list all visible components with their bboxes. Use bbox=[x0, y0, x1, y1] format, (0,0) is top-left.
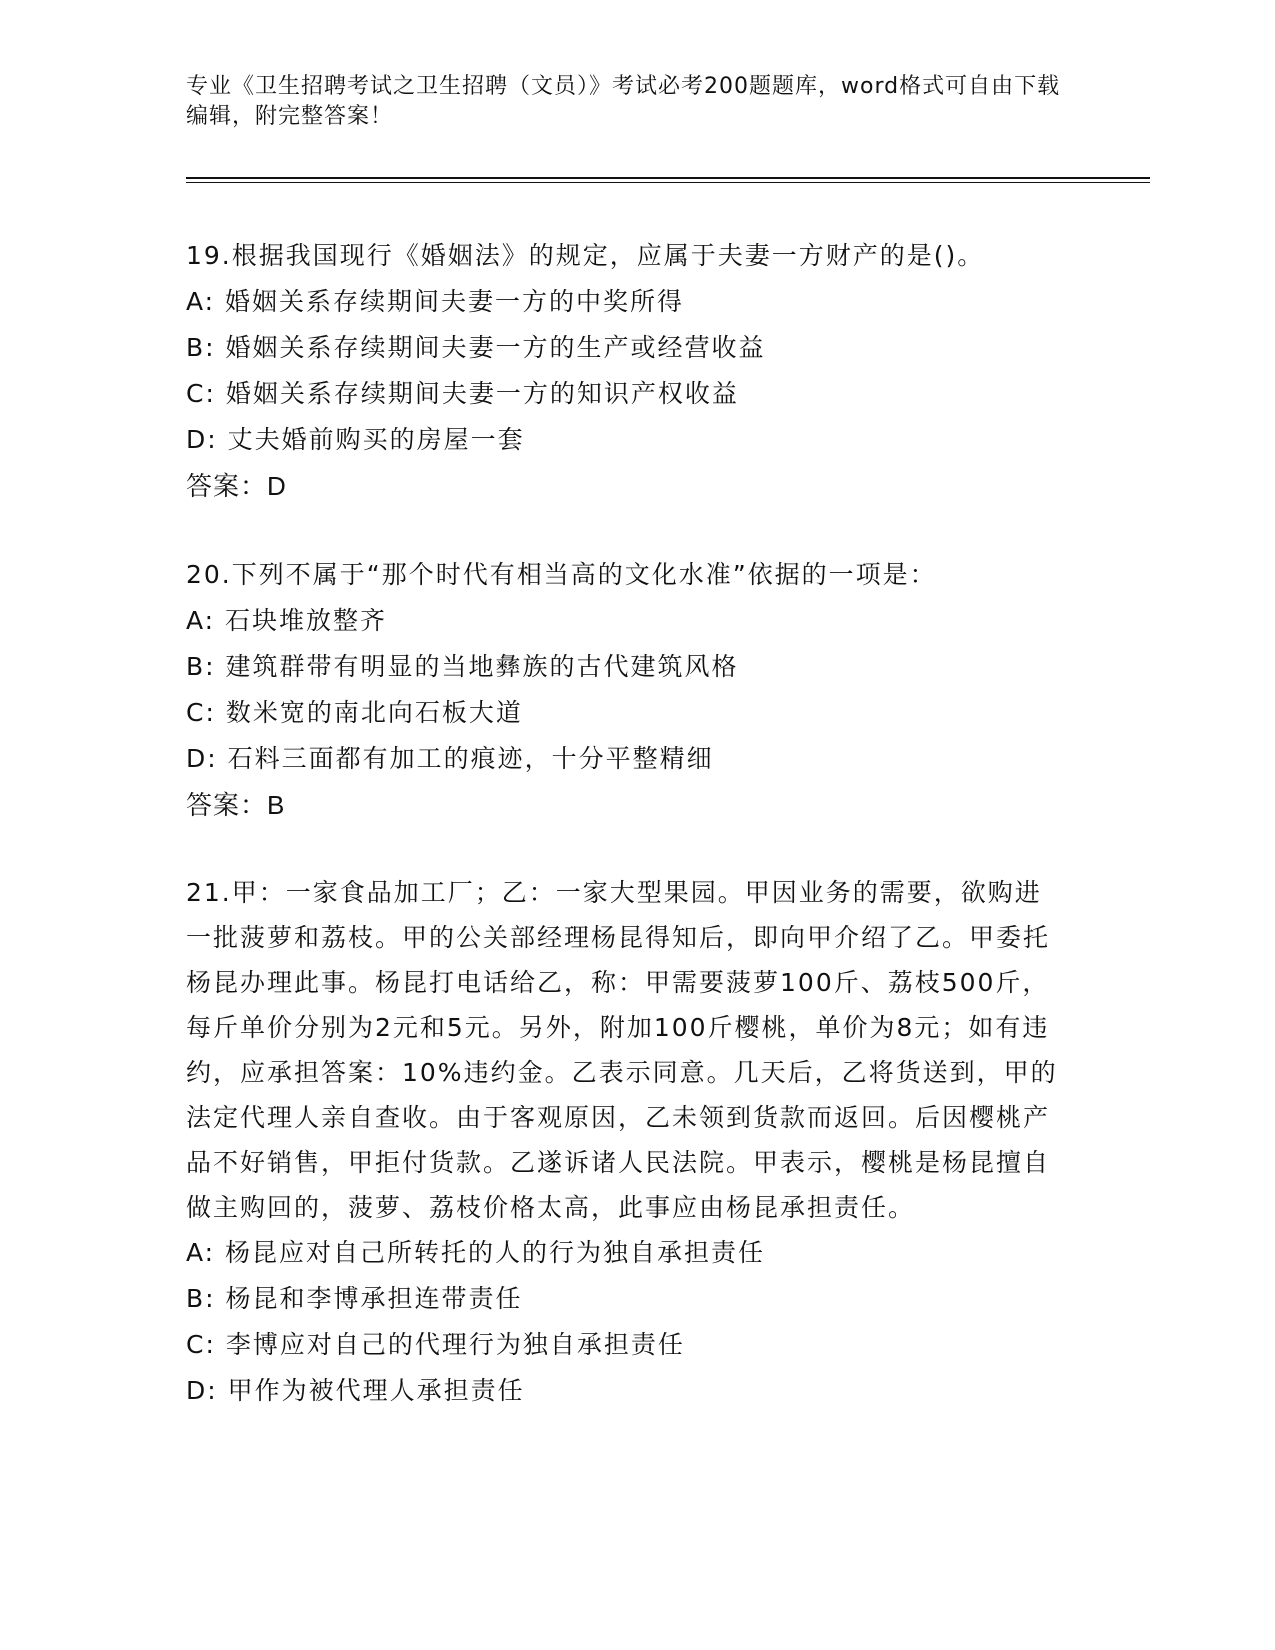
option-c: C: 婚姻关系存续期间夫妻一方的知识产权收益 bbox=[186, 379, 739, 408]
header-divider-thin bbox=[186, 182, 1150, 183]
header-divider-thick bbox=[186, 177, 1150, 179]
question-21 bbox=[186, 870, 1066, 1414]
question-stem: 21.甲：一家食品加工厂；乙：一家大型果园。甲因业务的需要，欲购进一批菠萝和荔枝。甲的公关部经理杨昆得知后，即向甲介绍了乙。甲委托杨昆办理此事。杨昆打电话给乙，称：甲需要菠萝100斤、荔枝500斤，每斤单价分别为2元和5元。另外，附加100斤樱桃，单价为8元；如有违约，应承担答案：10%违约金。乙表示同意。几天后，乙将货送到，甲的法定代理人亲自查收。由于客观原因，乙未领到货款而返回。后因樱桃产品不好销售，甲拒付货款。乙遂诉诸人民法院。甲表示，樱桃是杨昆擅自做主购回的，菠萝、荔枝价格太高，此事应由杨昆承担责任。 bbox=[186, 878, 1058, 1222]
option-b: B: 建筑群带有明显的当地彝族的古代建筑风格 bbox=[186, 652, 739, 681]
question-stem: 20.下列不属于“那个时代有相当高的文化水准”依据的一项是： bbox=[186, 560, 937, 589]
option-a: A: 石块堆放整齐 bbox=[186, 606, 388, 635]
option-c: C: 李博应对自己的代理行为独自承担责任 bbox=[186, 1330, 685, 1359]
option-d: D: 丈夫婚前购买的房屋一套 bbox=[186, 425, 525, 454]
question-20 bbox=[186, 552, 1066, 828]
option-b: B: 杨昆和李博承担连带责任 bbox=[186, 1284, 523, 1313]
answer: 答案：B bbox=[186, 790, 286, 820]
answer: 答案：D bbox=[186, 471, 287, 501]
option-a: A: 婚姻关系存续期间夫妻一方的中奖所得 bbox=[186, 287, 685, 316]
question-19 bbox=[186, 233, 1066, 509]
option-a: A: 杨昆应对自己所转托的人的行为独自承担责任 bbox=[186, 1238, 766, 1267]
option-d: D: 甲作为被代理人承担责任 bbox=[186, 1376, 525, 1405]
option-d: D: 石料三面都有加工的痕迹，十分平整精细 bbox=[186, 744, 714, 773]
option-c: C: 数米宽的南北向石板大道 bbox=[186, 698, 523, 727]
question-stem: 19.根据我国现行《婚姻法》的规定，应属于夫妻一方财产的是()。 bbox=[186, 241, 985, 270]
option-b: B: 婚姻关系存续期间夫妻一方的生产或经营收益 bbox=[186, 333, 766, 362]
document-header: 专业《卫生招聘考试之卫生招聘（文员）》考试必考200题题库，word格式可自由下载编辑，附完整答案！ bbox=[186, 74, 1061, 129]
